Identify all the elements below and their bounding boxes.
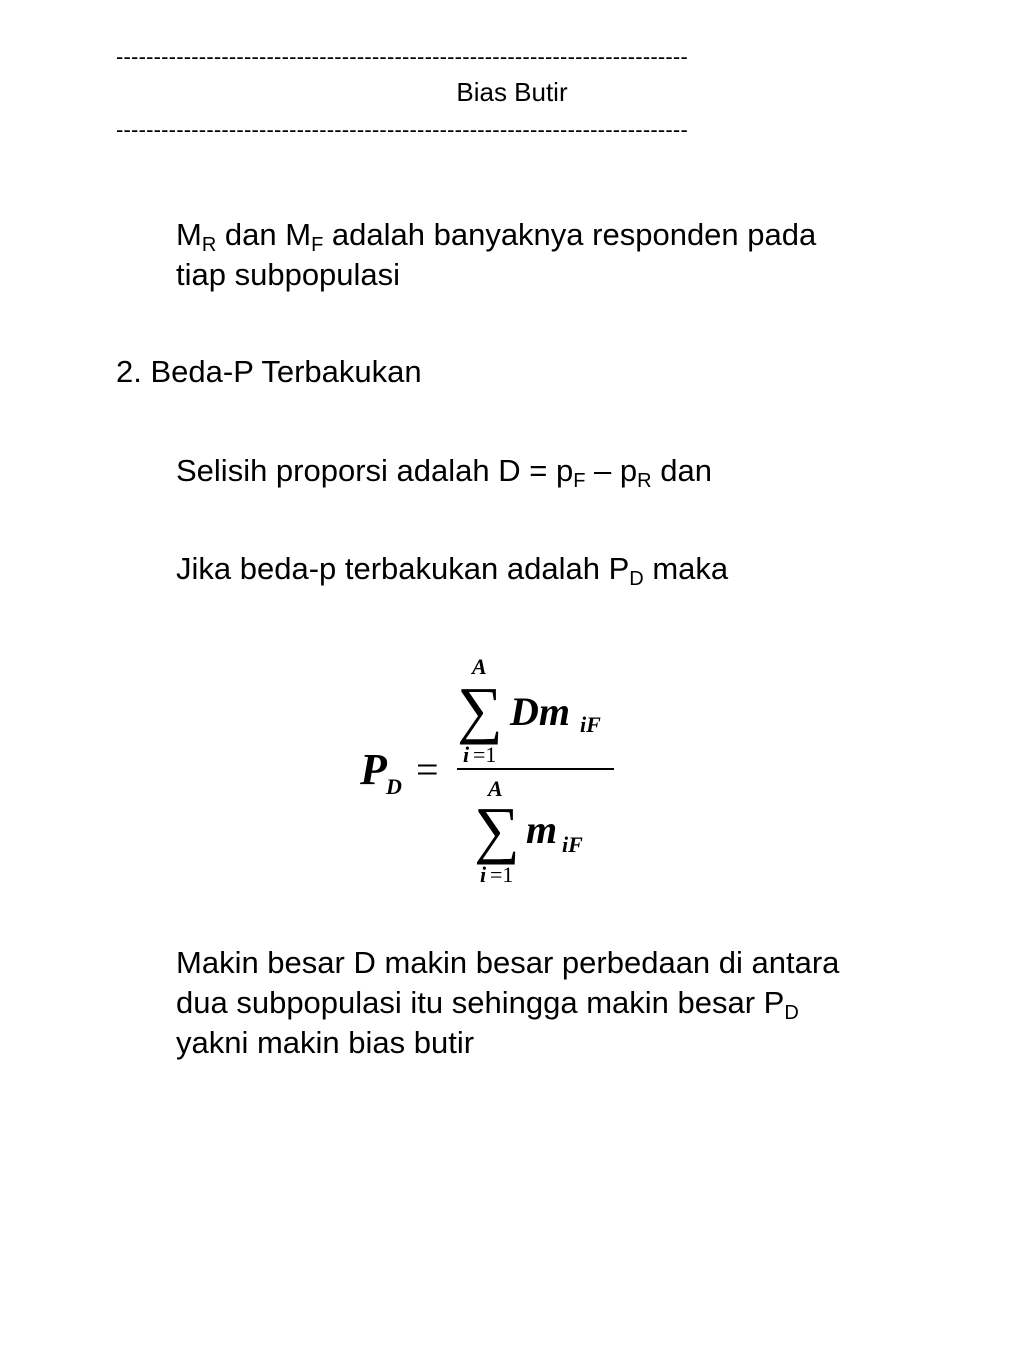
paragraph-makin-line2 xyxy=(176,983,799,1023)
paragraph-mr-mf-line2: tiap subpopulasi xyxy=(176,257,401,292)
section-heading: 2. Beda-P Terbakukan xyxy=(116,354,422,389)
text-dan: dan xyxy=(651,453,712,488)
subscript-r: R xyxy=(637,470,652,492)
paragraph-makin-line3: yakni makin bias butir xyxy=(176,1025,475,1060)
text-maka: maka xyxy=(643,551,729,586)
formula-equals: = xyxy=(416,747,439,792)
text-rest: adalah banyaknya responden pada xyxy=(323,217,817,252)
header-bottom-rule: ---------------------------------------------------------------------------- xyxy=(116,117,688,142)
text-selisih: Selisih proporsi adalah D = p xyxy=(176,453,574,488)
formula-lhs-p: P xyxy=(360,745,387,794)
text-minus-p: – p xyxy=(585,453,638,488)
subscript-f: F xyxy=(311,234,324,256)
paragraph-mr-mf xyxy=(176,215,816,255)
text-m: M xyxy=(176,217,202,252)
denominator-term: m xyxy=(526,807,558,852)
text-line2: dua subpopulasi itu sehingga makin besar P xyxy=(176,985,785,1020)
numerator-term-sub: iF xyxy=(580,712,601,737)
header-top-rule: ---------------------------------------------------------------------------- xyxy=(116,44,688,69)
paragraph-makin-line1: Makin besar D makin besar perbedaan di antara xyxy=(176,945,840,980)
numerator-sigma-icon: ∑ xyxy=(457,674,503,745)
header-title: Bias Butir xyxy=(456,77,568,107)
subscript-f: F xyxy=(573,470,586,492)
paragraph-selisih xyxy=(176,451,712,491)
denominator-sigma-icon: ∑ xyxy=(474,794,520,865)
numerator-term: Dm xyxy=(510,689,570,734)
text-dan-m: dan M xyxy=(216,217,312,252)
denominator-upper-limit: A xyxy=(488,776,503,801)
subscript-d: D xyxy=(784,1002,799,1024)
formula-pd xyxy=(340,650,640,900)
text-jika: Jika beda-p terbakukan adalah P xyxy=(176,551,630,586)
formula-lhs-sub: D xyxy=(386,774,402,799)
denominator-lower-rest: =1 xyxy=(490,862,514,887)
numerator-lower-i: i xyxy=(463,742,470,767)
paragraph-jika xyxy=(176,549,728,589)
subscript-d: D xyxy=(629,568,644,590)
fraction-bar xyxy=(457,768,614,770)
denominator-term-sub: iF xyxy=(562,832,583,857)
numerator-upper-limit: A xyxy=(472,654,487,679)
denominator-lower-i: i xyxy=(480,862,487,887)
numerator-lower-rest: =1 xyxy=(473,742,497,767)
subscript-r: R xyxy=(201,234,217,256)
